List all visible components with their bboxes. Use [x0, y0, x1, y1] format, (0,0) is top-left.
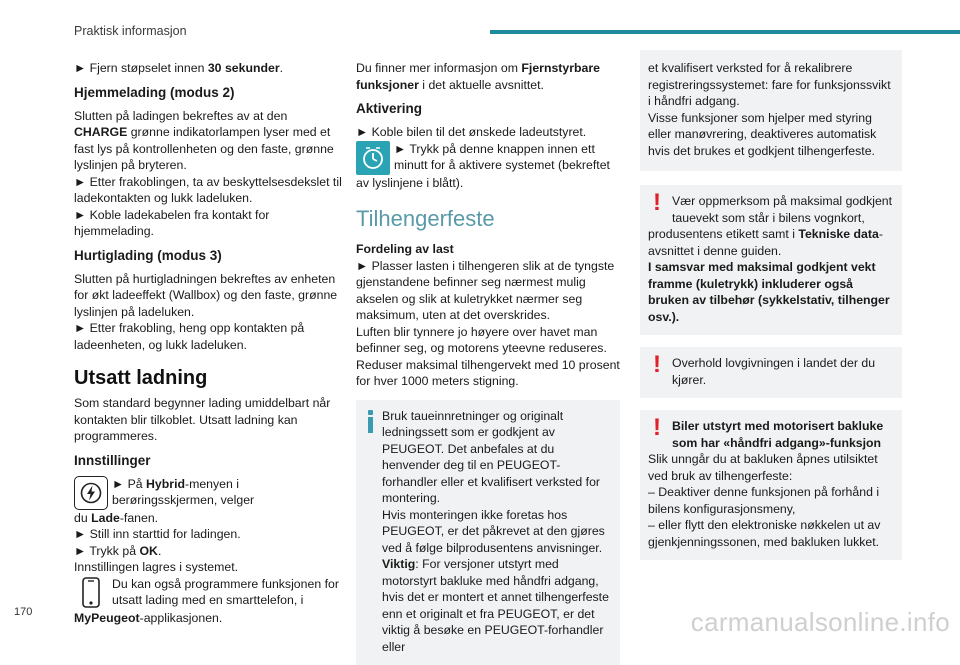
home-charging-step-1: ► Etter frakoblingen, ta av beskyttelsesdekslet til ladekontakten og lukk ladeluken. — [74, 174, 342, 207]
delayed-charging-text: Som standard begynner lading umiddelbart når kontakten blir tilkoblet. Utsatt ladning kan programmeres. — [74, 395, 342, 445]
info-box — [356, 400, 620, 665]
settings-saved-text: Innstillingen lagres i systemet. — [74, 559, 342, 576]
legislation-text: Overhold lovgivningen i landet der du kjører. — [672, 355, 894, 388]
smartphone-icon — [74, 576, 108, 610]
info-box-continued — [640, 50, 902, 171]
info-text-3: Viktig: For versjoner utstyrt med motorstyrt bakluke med håndfri adgang, hvis det er montert et annet tilhengerfeste enn et originalt et fra PEUGEOT, er det viktig å besøke en PEUGEOT-forhandler eller — [382, 556, 612, 655]
heading-home-charging: Hjemmelading (modus 2) — [74, 84, 342, 102]
info-text-2: Hvis monteringen ikke foretas hos PEUGEOT, er det påkrevet at den gjøres ved å følge bilprodusentens anvisninger. — [382, 507, 612, 557]
heading-fast-charging: Hurtiglading (modus 3) — [74, 247, 342, 265]
tailgate-text-2: – Deaktiver denne funksjonen på forhånd i bilens konfigurasjonsmeny, — [648, 484, 894, 517]
settings-hybrid-row: ► På Hybrid-menyen i berøringsskjermen, velger — [74, 476, 342, 510]
home-charging-text: Slutten på ladingen bekreftes av at den CHARGE grønne indikatorlampen lyser med et fast lys på kontrollenheten og den faste, grønne lyslinjen på bryteren. — [74, 108, 342, 174]
column-1 — [74, 60, 342, 626]
warning-icon: ! — [648, 193, 666, 226]
page-number: 170 — [14, 606, 32, 618]
myapp-text: MyPeugeot-applikasjonen. — [74, 610, 342, 627]
settings-step-1b: du Lade-fanen. — [74, 510, 342, 527]
heading-delayed-charging: Utsatt ladning — [74, 365, 342, 391]
weight-warning-text: Vær oppmerksom på maksimal godkjent tauevekt som står i bilens vognkort, — [672, 193, 894, 226]
column-2 — [356, 60, 620, 665]
warning-box-legislation — [640, 347, 902, 398]
heading-activation: Aktivering — [356, 100, 620, 118]
recalibrate-text: et kvalifisert verksted for å rekalibrere registreringssystemet: fare for funksjonssvikt i håndfri adgang. — [648, 60, 894, 110]
smartphone-row: Du kan også programmere funksjonen for utsatt lading med en smarttelefon, i — [74, 576, 342, 610]
fast-charging-text: Slutten på hurtigladningen bekreftes av enheten for økt ladeeffekt (Wallbox) og den faste, grønne lyslinjen på ladeluken. — [74, 271, 342, 321]
activation-button-row: ► Trykk på denne knappen innen ett minutt for å aktivere systemet (bekreftet — [356, 141, 620, 175]
home-charging-step-2: ► Koble ladekabelen fra kontakt for hjemmelading. — [74, 207, 342, 240]
remove-plug-step: ► Fjern støpselet innen 30 sekunder. — [74, 60, 342, 77]
tailgate-heading: Biler utstyrt med motorisert bakluke som har «håndfri adgang»-funksjon — [672, 418, 894, 451]
tailgate-text-1: Slik unngår du at bakluken åpnes utilsiktet ved bruk av tilhengerfeste: — [648, 451, 894, 484]
warning-box-tailgate — [640, 410, 902, 560]
lightning-icon — [74, 476, 108, 510]
settings-step-2: ► Still inn starttid for ladingen. — [74, 526, 342, 543]
remote-charge-icon — [356, 141, 390, 175]
weight-warning-text-2: produsentens etikett samt i Tekniske data-avsnittet i denne guiden. — [648, 226, 894, 259]
info-text-1: Bruk taueinnretninger og originalt ledningssett som er godkjent av PEUGEOT. Det anbefales at du henvender deg til en PEUGEOT-forhandler eller et kvalifisert verksted for montering. — [382, 408, 612, 507]
remote-functions-text: Du finner mer informasjon om Fjernstyrbare funksjoner i det aktuelle avsnittet. — [356, 60, 620, 93]
header-accent-bar — [490, 30, 960, 34]
heading-settings: Innstillinger — [74, 452, 342, 470]
load-distribution-heading: Fordeling av last — [356, 241, 620, 258]
activation-step-1: ► Koble bilen til det ønskede ladeutstyret. — [356, 124, 620, 141]
warning-icon: ! — [648, 418, 666, 451]
weight-warning-bold: I samsvar med maksimal godkjent vekt framme (kuletrykk) inkluderer også bruken av tilbehør (sykkelstativ, tilhenger osv.). — [648, 259, 894, 325]
info-icon — [364, 408, 376, 656]
functions-deactivated-text: Visse funksjoner som hjelper med styring eller manøvrering, deaktiveres automatisk hvis det brukes et godkjent tilhengerfeste. — [648, 110, 894, 160]
warning-icon: ! — [648, 355, 666, 388]
warning-box-weight — [640, 185, 902, 335]
watermark: carmanualsonline.info — [691, 607, 950, 638]
activation-step-2b: av lyslinjene i blått). — [356, 175, 620, 192]
load-distribution-step: ► Plasser lasten i tilhengeren slik at de tyngste gjenstandene befinner seg nærmest mulig akselen og slik at kuletrykket nærmer seg maksimum, uten at det overskrides. — [356, 258, 620, 324]
heading-towbar: Tilhengerfeste — [356, 205, 620, 233]
settings-step-3: ► Trykk på OK. — [74, 543, 342, 560]
altitude-text: Luften blir tynnere jo høyere over havet man befinner seg, og motorens yteevne reduseres. Reduser maksimal tilhengervekt med 10 prosent for hver 1000 meters stigning. — [356, 324, 620, 390]
header-title: Praktisk informasjon — [74, 24, 187, 38]
column-3 — [640, 50, 902, 572]
fast-charging-step-1: ► Etter frakobling, heng opp kontakten på ladeenheten, og lukk ladeluken. — [74, 320, 342, 353]
tailgate-text-3: – eller flytt den elektroniske nøkkelen ut av gjenkjenningssonen, med bakluken lukket. — [648, 517, 894, 550]
